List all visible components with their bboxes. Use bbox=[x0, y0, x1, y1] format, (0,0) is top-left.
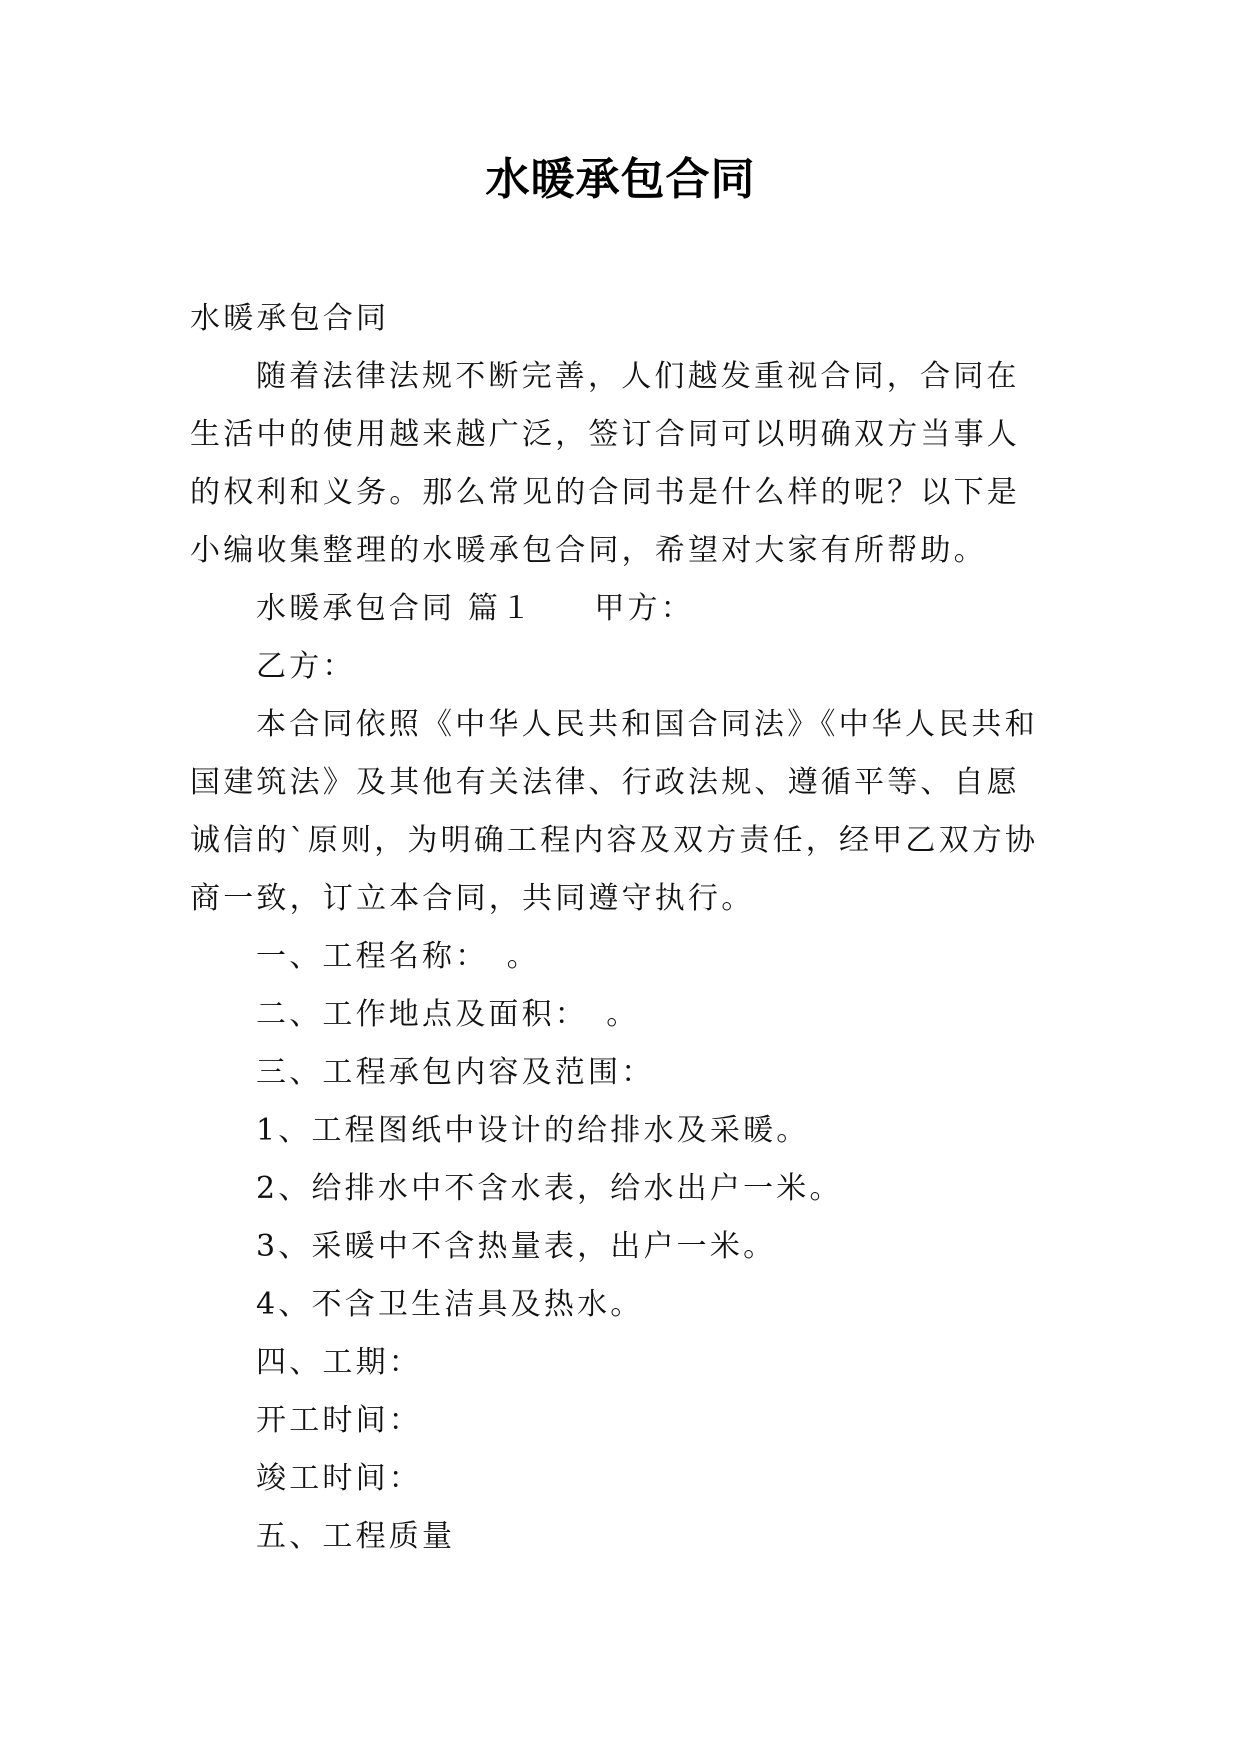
clause-scope-item-2: 2、给排水中不含水表，给水出户一米。 bbox=[256, 1171, 843, 1206]
document-title: 水暖承包合同 bbox=[485, 154, 756, 205]
section-heading-line bbox=[190, 580, 1050, 638]
clause-scope-heading: 三、工程承包内容及范围： bbox=[256, 1055, 655, 1090]
party-b-label: 乙方： bbox=[256, 649, 356, 684]
section-heading: 水暖承包合同 篇１ bbox=[256, 591, 535, 626]
clause-quality-heading: 五、工程质量 bbox=[256, 1519, 456, 1554]
clause-completion-date: 竣工时间： bbox=[256, 1461, 422, 1496]
party-a-label: 甲方： bbox=[594, 591, 694, 626]
clause-location-area: 二、工作地点及面积： 。 bbox=[256, 997, 640, 1032]
clause-scope-item-4: 4、不含卫生洁具及热水。 bbox=[256, 1287, 644, 1322]
clause-scope-item-1: 1、工程图纸中设计的给排水及采暖。 bbox=[256, 1113, 810, 1148]
clause-start-date: 开工时间： bbox=[256, 1403, 422, 1438]
subtitle: 水暖承包合同 bbox=[190, 301, 390, 336]
clause-scope-item-3: 3、采暖中不含热量表，出户一米。 bbox=[256, 1229, 777, 1264]
clause-schedule-heading: 四、工期： bbox=[256, 1345, 422, 1380]
document-body bbox=[190, 290, 1050, 1566]
intro-paragraph: 随着法律法规不断完善，人们越发重视合同，合同在生活中的使用越来越广泛，签订合同可以明确双方当事人的权利和义务。那么常见的合同书是什么样的呢？以下是小编收集整理的水暖承包合同，希望对大家有所帮助。 bbox=[190, 359, 1020, 568]
clause-project-name: 一、工程名称： 。 bbox=[256, 939, 540, 974]
basis-paragraph: 本合同依照《中华人民共和国合同法》《中华人民共和国建筑法》及其他有关法律、行政法规、遵循平等、自愿诚信的`原则，为明确工程内容及双方责任，经甲乙双方协商一致，订立本合同，共同遵守执行。 bbox=[190, 707, 1039, 916]
